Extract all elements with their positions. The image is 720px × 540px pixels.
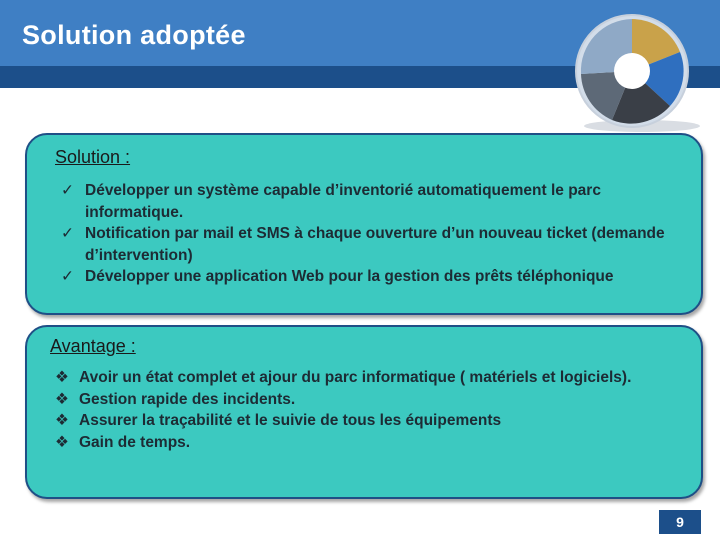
logo-graphic <box>572 14 704 134</box>
list-item <box>55 367 683 389</box>
page-number: 9 <box>659 510 701 534</box>
check-icon: ✓ <box>61 225 74 242</box>
list-item-text: Gestion rapide des incidents. <box>79 390 296 408</box>
list-item <box>55 410 683 432</box>
list-item-text: Développer un système capable d’inventorié automatiquement le parc informatique. <box>85 182 601 221</box>
list-item <box>55 389 683 411</box>
list-item-text: Avoir un état complet et ajour du parc informatique ( matériels et logiciels). <box>79 369 632 386</box>
solution-box <box>25 133 703 315</box>
diamond-icon: ❖ <box>55 412 69 429</box>
diamond-icon: ❖ <box>55 390 69 408</box>
solution-list <box>61 180 689 288</box>
list-item <box>61 180 689 223</box>
list-item-text: Gain de temps. <box>79 433 191 451</box>
diamond-icon: ❖ <box>55 369 69 386</box>
list-item-text: Notification par mail et SMS à chaque ouverture d’un nouveau ticket (demande d’intervention) <box>85 225 665 264</box>
list-item <box>55 432 683 454</box>
avantage-box <box>25 325 703 499</box>
diamond-icon: ❖ <box>55 433 69 451</box>
check-icon: ✓ <box>61 182 74 199</box>
avantage-heading: Avantage : <box>50 336 136 356</box>
list-item <box>61 266 689 288</box>
check-icon: ✓ <box>61 268 74 285</box>
list-item-text: Développer une application Web pour la gestion des prêts téléphonique <box>85 268 614 285</box>
avantage-list <box>55 367 683 453</box>
slide-title: Solution adoptée <box>22 20 246 50</box>
list-item-text: Assurer la traçabilité et le suivie de tous les équipements <box>79 412 502 429</box>
list-item <box>61 223 689 266</box>
solution-heading: Solution : <box>55 147 131 167</box>
